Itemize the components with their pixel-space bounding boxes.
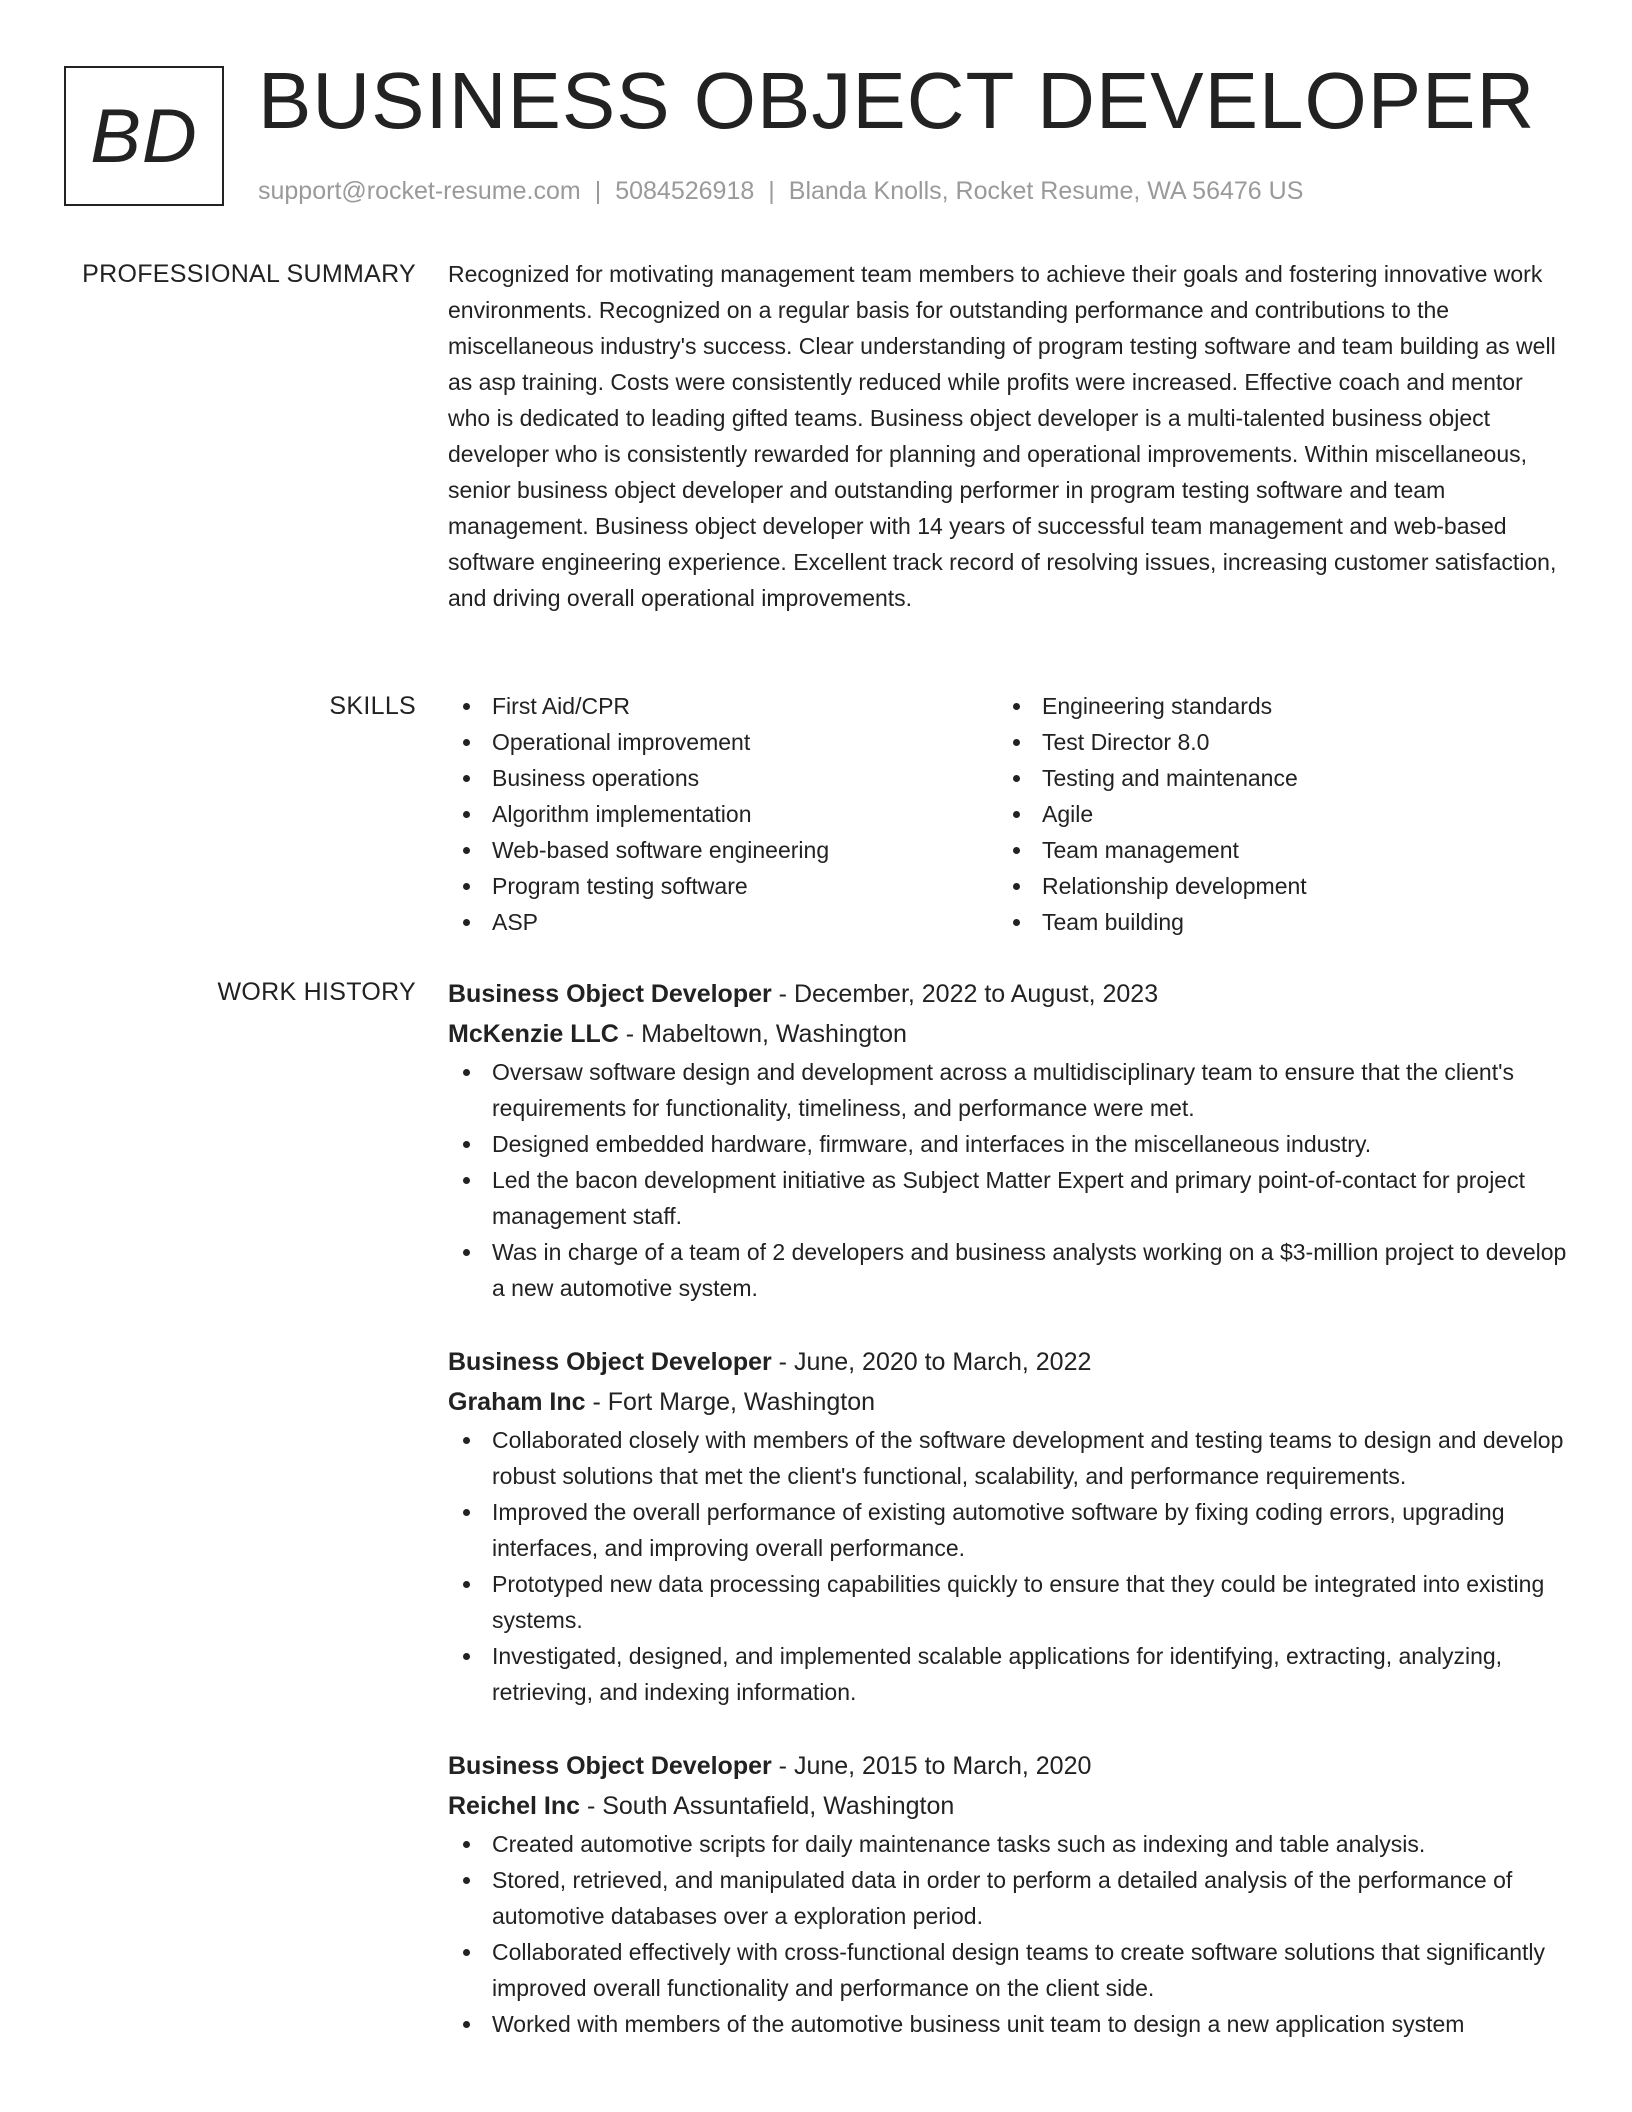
skill-item: Business operations <box>448 760 998 796</box>
job-title: Business Object Developer <box>448 980 772 1008</box>
job-title: Business Object Developer <box>448 1752 772 1780</box>
skills-list-left <box>448 688 998 940</box>
skill-item: Program testing software <box>448 868 998 904</box>
skill-item: Web-based software engineering <box>448 832 998 868</box>
job-bullets <box>448 1422 1568 1710</box>
job-company-line <box>448 1014 1568 1054</box>
skill-item: Engineering standards <box>998 688 1548 724</box>
job-company: Reichel Inc <box>448 1792 580 1820</box>
monogram-initials: BD <box>90 93 198 179</box>
job-company-line <box>448 1382 1568 1422</box>
job-bullet: Created automotive scripts for daily maintenance tasks such as indexing and table analysis. <box>448 1826 1568 1862</box>
contact-separator: | <box>768 177 775 205</box>
skill-item: Testing and maintenance <box>998 760 1548 796</box>
job-entry <box>448 1746 1568 2042</box>
monogram-box <box>64 66 224 206</box>
summary-body <box>448 256 1568 616</box>
skills-label: SKILLS <box>329 692 416 720</box>
job-dates: - June, 2015 to March, 2020 <box>771 1752 1092 1780</box>
skill-item: Team building <box>998 904 1548 940</box>
job-bullet: Worked with members of the automotive business unit team to design a new application system <box>448 2006 1568 2042</box>
summary-label: PROFESSIONAL SUMMARY <box>82 260 416 288</box>
contact-address: Blanda Knolls, Rocket Resume, WA 56476 US <box>788 177 1304 205</box>
skill-item: Operational improvement <box>448 724 998 760</box>
job-location: - South Assuntafield, Washington <box>580 1792 955 1820</box>
job-title-line <box>448 974 1568 1014</box>
job-bullet: Stored, retrieved, and manipulated data in order to perform a detailed analysis of the performance of automotive databases over a exploration period. <box>448 1862 1568 1934</box>
skill-item: Team management <box>998 832 1548 868</box>
skill-item: Algorithm implementation <box>448 796 998 832</box>
skills-body <box>448 688 1568 940</box>
job-bullet: Designed embedded hardware, firmware, and interfaces in the miscellaneous industry. <box>448 1126 1568 1162</box>
job-bullet: Improved the overall performance of existing automotive software by fixing coding errors, upgrading interfaces, and improving overall performance. <box>448 1494 1568 1566</box>
job-bullet: Collaborated effectively with cross-functional design teams to create software solutions that significantly improved overall functionality and performance on the client side. <box>448 1934 1568 2006</box>
job-title-line <box>448 1342 1568 1382</box>
job-dates: - June, 2020 to March, 2022 <box>771 1348 1092 1376</box>
job-entry <box>448 1342 1568 1710</box>
job-title: Business Object Developer <box>448 1348 772 1376</box>
job-dates: - December, 2022 to August, 2023 <box>771 980 1159 1008</box>
contact-separator: | <box>594 177 602 205</box>
job-title-line <box>448 1746 1568 1786</box>
contact-phone[interactable]: 5084526918 <box>615 177 755 205</box>
job-bullet: Prototyped new data processing capabilities quickly to ensure that they could be integrated into existing systems. <box>448 1566 1568 1638</box>
job-company: McKenzie LLC <box>448 1020 619 1048</box>
job-bullet: Oversaw software design and development across a multidisciplinary team to ensure that the client's requirements for functionality, timeliness, and performance were met. <box>448 1054 1568 1126</box>
job-bullet: Collaborated closely with members of the software development and testing teams to design and develop robust solutions that met the client's functional, scalability, and performance requirements. <box>448 1422 1568 1494</box>
candidate-name: BUSINESS OBJECT DEVELOPER <box>258 56 1536 145</box>
skill-item: Relationship development <box>998 868 1548 904</box>
skill-item: Test Director 8.0 <box>998 724 1548 760</box>
skills-columns <box>448 688 1568 940</box>
job-bullet: Was in charge of a team of 2 developers and business analysts working on a $3-million project to develop a new automotive system. <box>448 1234 1568 1306</box>
job-location: - Mabeltown, Washington <box>618 1020 907 1048</box>
job-company: Graham Inc <box>448 1388 586 1416</box>
summary-text: Recognized for motivating management team members to achieve their goals and fostering innovative work environments. Recognized on a regular basis for outstanding performance and contributions to the miscellaneous industry's success. Clear understanding of program testing software and team building as well as asp training. Costs were consistently reduced while profits were increased. Effective coach and mentor who is dedicated to leading gifted teams. Business object developer is a multi-talented business object developer who is consistently rewarded for planning and operational improvements. Within miscellaneous, senior business object developer and outstanding performer in program testing software and team management. Business object developer with 14 years of successful team management and web-based software engineering experience. Excellent track record of resolving issues, increasing customer satisfaction, and driving overall operational improvements. <box>448 261 1557 611</box>
job-bullets <box>448 1054 1568 1306</box>
job-bullet: Led the bacon development initiative as Subject Matter Expert and primary point-of-contact for project management staff. <box>448 1162 1568 1234</box>
work-label: WORK HISTORY <box>217 978 416 1006</box>
skill-item: ASP <box>448 904 998 940</box>
contact-email[interactable]: support@rocket-resume.com <box>258 177 581 205</box>
skills-list-right <box>998 688 1548 940</box>
job-location: - Fort Marge, Washington <box>585 1388 876 1416</box>
job-company-line <box>448 1786 1568 1826</box>
job-bullets <box>448 1826 1568 2042</box>
job-entry <box>448 974 1568 1306</box>
contact-line <box>258 173 1303 209</box>
work-body <box>448 974 1568 2078</box>
skill-item: Agile <box>998 796 1548 832</box>
job-bullet: Investigated, designed, and implemented scalable applications for identifying, extracting, analyzing, retrieving, and indexing information. <box>448 1638 1568 1710</box>
skill-item: First Aid/CPR <box>448 688 998 724</box>
